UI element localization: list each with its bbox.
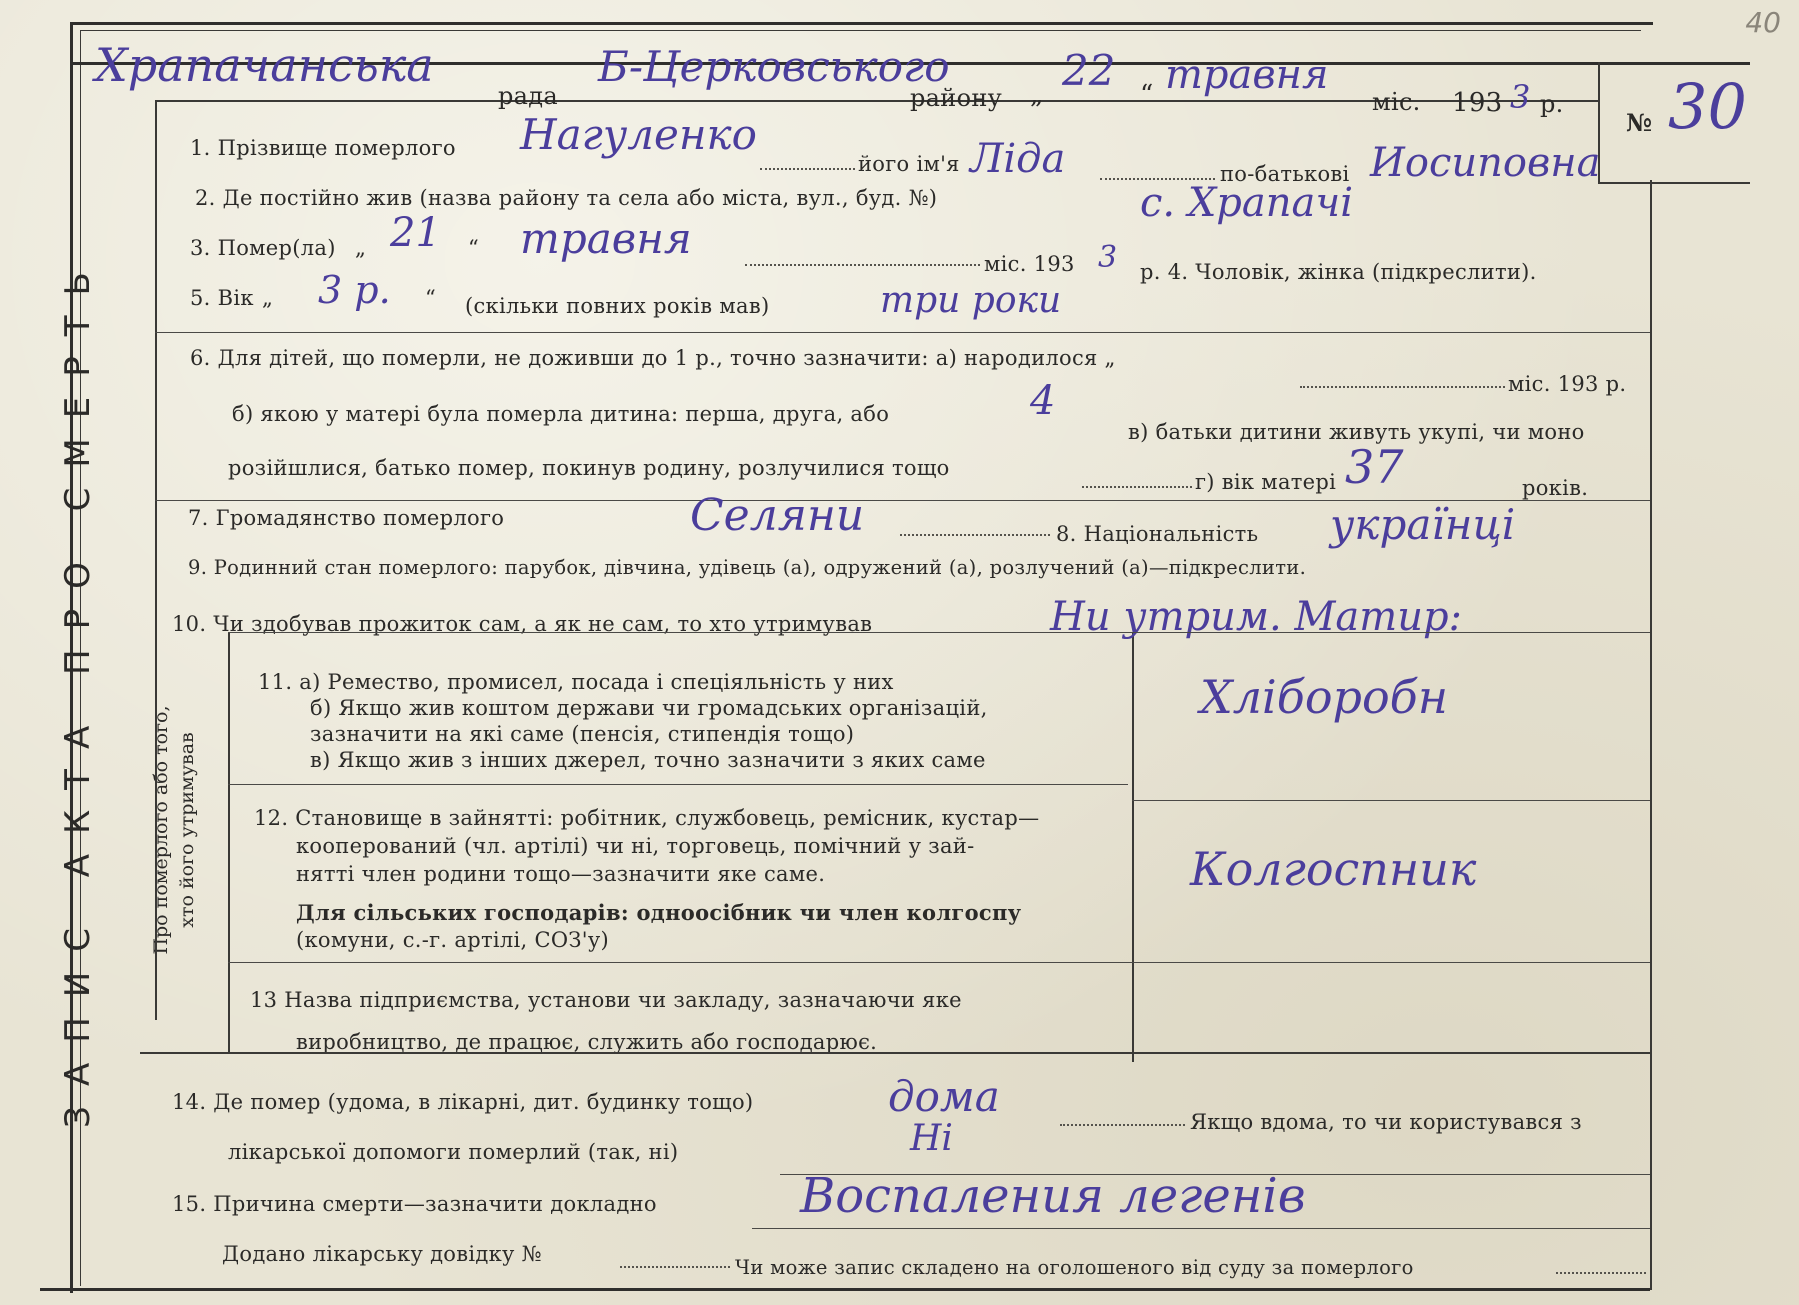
cause-handwritten: Воспаления легенів <box>800 1168 1306 1224</box>
age-words-handwritten: три роки <box>880 280 1062 321</box>
marital-status-label: 9. Родинний стан померлого: парубок, дівчина, удівець (а), одружений (а), розлучений (а)—підкреслити. <box>188 556 1307 579</box>
surname-handwritten: Нагуленко <box>520 110 757 159</box>
death-month-handwritten: травня <box>520 214 692 263</box>
box12-line4: Для сільських господарів: одноосібник чи член колгоспу <box>296 900 1022 925</box>
day-open-quote: „ <box>1030 80 1044 110</box>
nationality-label: 8. Національність <box>1056 522 1259 546</box>
support-label: 10. Чи здобував прожиток сам, а як не сам, то хто утримував <box>172 612 873 636</box>
support-handwritten: Ни утрим. Матир: <box>1050 594 1463 640</box>
residence-label: 2. Де постійно жив (назва району та села або міста, вул., буд. №) <box>195 186 938 210</box>
rule-after-11-answer <box>1132 800 1650 801</box>
medical-help-label: Якщо вдома, то чи користувався з <box>1190 1110 1582 1134</box>
child-parents-label: в) батьки дитини живуть укупі, чи моно <box>1128 420 1585 444</box>
box12-line1: 12. Становище в зайнятті: робітник, службовець, ремісник, кустар— <box>254 806 1040 830</box>
name-handwritten: Ліда <box>970 136 1066 182</box>
bottom-rule <box>40 1288 1650 1291</box>
right-column-rule <box>1650 180 1652 1290</box>
rule-after-11 <box>228 784 1128 785</box>
box11-line1: 11. а) Ремество, промисел, посада і спеціяльність у них <box>258 670 894 694</box>
header-year-handwritten: 3 <box>1510 78 1531 116</box>
place-of-death-handwritten: дома <box>888 1072 1000 1121</box>
side-subtitle-line2: хто його утримував <box>176 732 198 928</box>
box12-line5: (комуни, с.-г. артілі, СОЗ'у) <box>296 928 609 952</box>
child-order-label: б) якою у матері була померла дитина: перша, друга, або <box>232 402 890 426</box>
year-prefix: 193 <box>1452 88 1503 118</box>
medical-help-handwritten: Ні <box>910 1118 953 1159</box>
number-label: № <box>1626 108 1653 137</box>
place-dots <box>1060 1124 1185 1126</box>
nationality-handwritten: українці <box>1330 500 1516 549</box>
mother-age-label: г) вік матері <box>1195 470 1337 494</box>
rule-after-10 <box>228 632 1650 633</box>
side-title: ЗАПИС АКТА ПРО СМЕРТЬ <box>58 252 98 1128</box>
child-born-dots <box>1300 386 1505 388</box>
citizenship-dots <box>900 534 1050 536</box>
header-month-handwritten: травня <box>1165 52 1329 98</box>
answer-column-rule <box>1132 632 1134 1062</box>
month-label: міс. <box>1372 88 1421 116</box>
box12-line2: кооперований (чл. артілі) чи ні, торговець, помічний у зай- <box>296 834 975 858</box>
mother-age-unit: років. <box>1522 476 1589 500</box>
court-label: Чи може запис складено на оголошеного від суду за померлого <box>735 1256 1414 1279</box>
corner-mark: 40 <box>1745 6 1781 39</box>
council-handwritten: Храпачанська <box>95 38 434 92</box>
death-day-handwritten: 21 <box>390 210 441 256</box>
death-month-dots <box>745 264 980 266</box>
sex-label: р. 4. Чоловік, жінка (підкреслити). <box>1140 260 1537 284</box>
child-born-end: міс. 193 р. <box>1508 372 1627 396</box>
child-born-label: 6. Для дітей, що померли, не доживши до 1 р., точно зазначити: а) народилося „ <box>190 346 1116 370</box>
cause-label: 15. Причина смерти—зазначити докладно <box>172 1192 657 1216</box>
box13-line1: 13 Назва підприємства, установи чи закладу, зазначаючи яке <box>250 988 962 1012</box>
age-years-label: (скільки повних років мав) <box>465 294 770 318</box>
occupation-handwritten: Хліборобн <box>1200 670 1449 724</box>
citizenship-handwritten: Селяни <box>690 490 865 541</box>
employment-handwritten: Колгоспник <box>1190 842 1477 896</box>
parents-dots <box>1082 486 1192 488</box>
patronymic-handwritten: Иосиповна <box>1370 140 1601 186</box>
box11-line4: в) Якщо жив з інших джерел, точно зазначити з яких саме <box>310 748 986 772</box>
patronymic-label: по-батькові <box>1220 162 1350 186</box>
side-sub-rule <box>228 632 230 1052</box>
year-suffix: р. <box>1540 90 1564 118</box>
rule-after-13 <box>140 1052 1650 1054</box>
district-handwritten: Б-Церковського <box>598 42 950 91</box>
court-dots <box>1556 1272 1646 1274</box>
box12-line3: нятті член родини тощо—зазначити яке саме. <box>296 862 826 886</box>
age-label: 5. Вік <box>190 286 254 310</box>
header-day-handwritten: 22 <box>1062 46 1116 95</box>
child-parents-cont: розійшлися, батько помер, покинув родину, розлучилися тощо <box>228 456 950 480</box>
rule-after-12 <box>228 962 1650 963</box>
box13-line2: виробництво, де працює, служить або господарює. <box>296 1030 878 1054</box>
side-subtitle-line1: Про померлого або того, <box>150 705 172 955</box>
citizenship-label: 7. Громадянство померлого <box>188 506 505 530</box>
surname-label: 1. Прізвище померлого <box>190 136 456 160</box>
council-label: рада <box>498 82 558 110</box>
child-order-handwritten: 4 <box>1030 378 1056 424</box>
surname-dots <box>760 168 855 170</box>
rule-after-15 <box>752 1228 1650 1229</box>
certificate-dots <box>620 1266 730 1268</box>
rule-after-5 <box>155 332 1650 333</box>
died-label: 3. Помер(ла) <box>190 236 336 260</box>
age-handwritten: 3 р. <box>318 268 391 312</box>
left-column-rule <box>155 100 157 1020</box>
name-label: його ім'я <box>858 152 960 176</box>
day-close-quote: “ <box>1140 80 1154 110</box>
district-label: району <box>910 84 1003 112</box>
death-year-handwritten: 3 <box>1098 240 1118 275</box>
box11-line2: б) Якщо жив коштом держави чи громадських організацій, <box>310 696 988 720</box>
residence-handwritten: с. Храпачі <box>1140 180 1354 226</box>
place-of-death-label: 14. Де помер (удома, в лікарні, дит. будинку тощо) <box>172 1090 754 1114</box>
record-number-handwritten: 30 <box>1668 70 1747 143</box>
certificate-label: Додано лікарську довідку № <box>222 1242 542 1266</box>
death-month-year-label: міс. 193 <box>984 252 1075 276</box>
medical-help-label-2: лікарської допомоги померлий (так, ні) <box>228 1140 679 1164</box>
box11-line3: зазначити на які саме (пенсія, стипендія тощо) <box>310 722 855 746</box>
mother-age-handwritten: 37 <box>1345 440 1404 494</box>
